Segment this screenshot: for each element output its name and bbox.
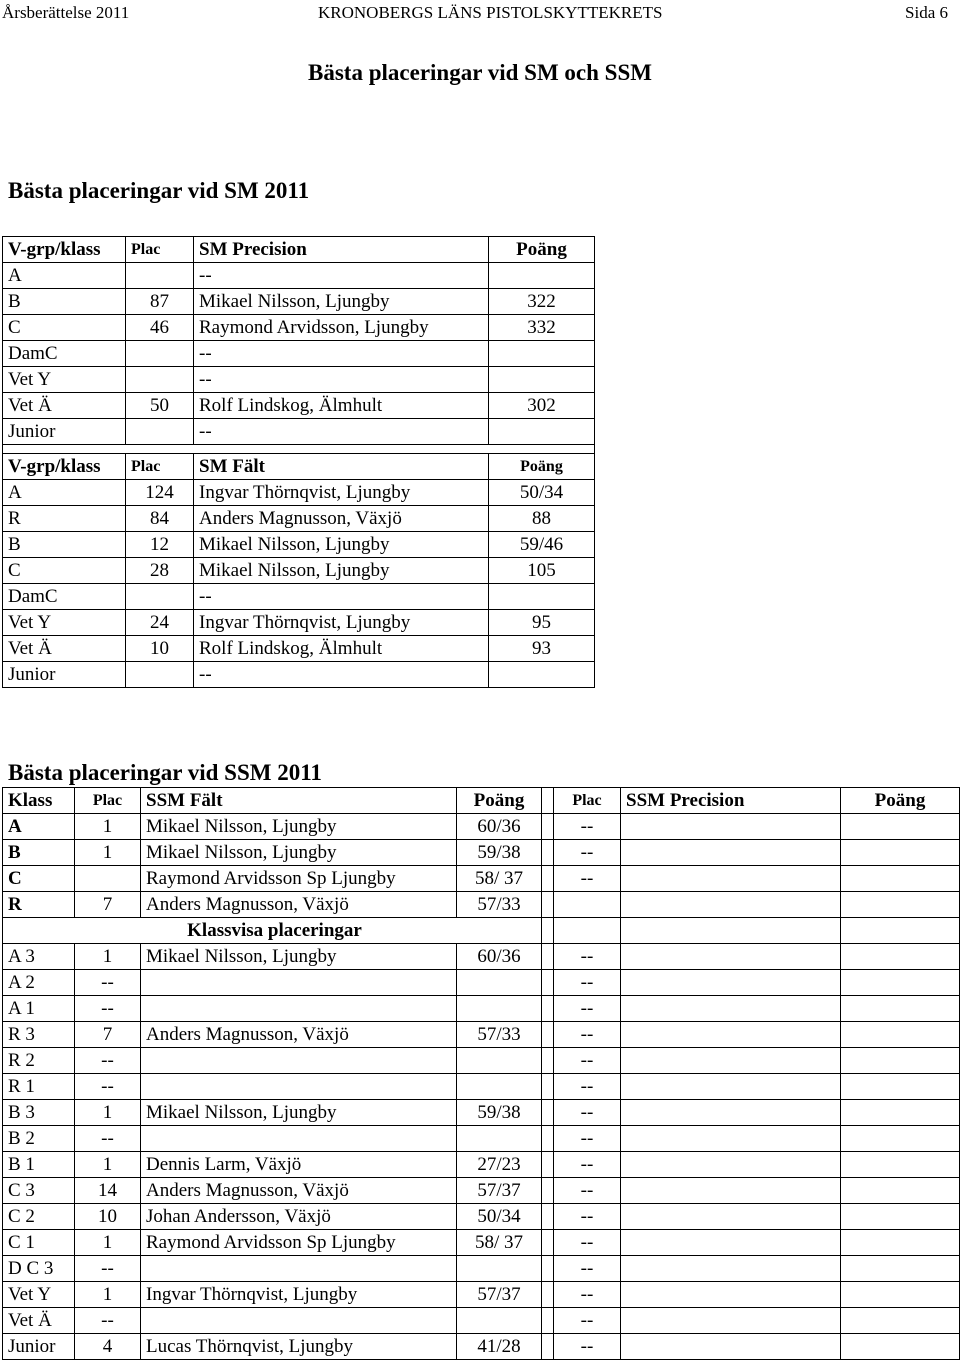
class-cell: A 3 <box>3 944 75 970</box>
plac-cell: -- <box>75 970 141 996</box>
spacer-cell <box>542 1308 554 1334</box>
plac-cell <box>126 341 194 367</box>
shooter-cell: Anders Magnusson, Växjö <box>141 1022 457 1048</box>
class-cell: Vet Ä <box>3 393 126 419</box>
shooter-cell: -- <box>194 419 489 445</box>
class-cell: C <box>3 558 126 584</box>
precision-shooter-cell <box>621 1204 841 1230</box>
table-row <box>3 970 960 996</box>
class-cell: B <box>3 840 75 866</box>
class-cell: A <box>3 814 75 840</box>
shooter-cell: -- <box>194 263 489 289</box>
precision-points-cell <box>841 892 960 918</box>
class-cell: B <box>3 289 126 315</box>
plac-cell: 1 <box>75 1152 141 1178</box>
column-spacer <box>542 788 554 814</box>
plac-cell: -- <box>75 1256 141 1282</box>
shooter-cell <box>141 1074 457 1100</box>
table-row <box>3 1022 960 1048</box>
spacer-cell <box>542 1126 554 1152</box>
plac-cell: 10 <box>126 636 194 662</box>
spacer-cell <box>542 1048 554 1074</box>
precision-points-cell <box>841 1204 960 1230</box>
column-header-falt: SSM Fält <box>141 788 457 814</box>
class-cell: B <box>3 532 126 558</box>
plac-cell: 50 <box>126 393 194 419</box>
shooter-cell: Ingvar Thörnqvist, Ljungby <box>194 480 489 506</box>
sm-header-row <box>3 454 595 480</box>
column-header-class: V-grp/klass <box>3 454 126 480</box>
plac-cell: 1 <box>75 840 141 866</box>
precision-shooter-cell <box>621 1256 841 1282</box>
plac-cell: 24 <box>126 610 194 636</box>
table-row <box>3 480 595 506</box>
precision-points-cell <box>841 1308 960 1334</box>
precision-shooter-cell <box>621 1022 841 1048</box>
class-cell: B 2 <box>3 1126 75 1152</box>
precision-points-cell <box>841 944 960 970</box>
precision-plac-cell: -- <box>554 1152 621 1178</box>
column-header-falt-points: Poäng <box>457 788 542 814</box>
plac-cell: 7 <box>75 1022 141 1048</box>
plac-cell: 1 <box>75 944 141 970</box>
points-cell: 58/ 37 <box>457 866 542 892</box>
plac-cell: 28 <box>126 558 194 584</box>
class-cell: A <box>3 263 126 289</box>
sm-section-title: Bästa placeringar vid SM 2011 <box>8 178 310 203</box>
shooter-cell: Rolf Lindskog, Älmhult <box>194 393 489 419</box>
table-row <box>3 506 595 532</box>
shooter-cell: Mikael Nilsson, Ljungby <box>141 814 457 840</box>
table-row <box>3 1048 960 1074</box>
points-cell: 57/37 <box>457 1282 542 1308</box>
precision-plac-cell: -- <box>554 814 621 840</box>
shooter-cell: Raymond Arvidsson, Ljungby <box>194 315 489 341</box>
spacer-cell <box>542 1100 554 1126</box>
table-row <box>3 341 595 367</box>
points-cell: 57/33 <box>457 1022 542 1048</box>
table-row <box>3 558 595 584</box>
class-cell: R <box>3 892 75 918</box>
points-cell <box>489 367 595 393</box>
spacer-cell <box>542 866 554 892</box>
precision-plac-cell: -- <box>554 866 621 892</box>
points-cell: 302 <box>489 393 595 419</box>
shooter-cell <box>141 970 457 996</box>
plac-cell: 1 <box>75 1282 141 1308</box>
plac-cell: 1 <box>75 814 141 840</box>
shooter-cell: Mikael Nilsson, Ljungby <box>141 944 457 970</box>
table-row <box>3 393 595 419</box>
table-row <box>3 532 595 558</box>
precision-plac-cell: -- <box>554 1178 621 1204</box>
precision-plac-cell <box>554 918 621 944</box>
table-spacer-row <box>3 445 595 454</box>
points-cell <box>457 996 542 1022</box>
plac-cell: 14 <box>75 1178 141 1204</box>
table-row <box>3 636 595 662</box>
plac-cell <box>75 866 141 892</box>
class-cell: Vet Y <box>3 610 126 636</box>
points-cell <box>489 341 595 367</box>
class-cell: B 3 <box>3 1100 75 1126</box>
precision-points-cell <box>841 1178 960 1204</box>
spacer-cell <box>542 1282 554 1308</box>
spacer-cell <box>542 996 554 1022</box>
precision-points-cell <box>841 1256 960 1282</box>
precision-shooter-cell <box>621 814 841 840</box>
plac-cell: 46 <box>126 315 194 341</box>
precision-plac-cell: -- <box>554 1022 621 1048</box>
shooter-cell: Johan Andersson, Växjö <box>141 1204 457 1230</box>
class-cell: C <box>3 866 75 892</box>
class-cell: Vet Y <box>3 1282 75 1308</box>
shooter-cell: Anders Magnusson, Växjö <box>194 506 489 532</box>
precision-plac-cell: -- <box>554 1100 621 1126</box>
class-cell: C 1 <box>3 1230 75 1256</box>
column-header-class: Klass <box>3 788 75 814</box>
shooter-cell: Dennis Larm, Växjö <box>141 1152 457 1178</box>
precision-shooter-cell <box>621 1308 841 1334</box>
table-row <box>3 610 595 636</box>
precision-points-cell <box>841 1334 960 1360</box>
spacer-cell <box>542 1230 554 1256</box>
class-cell: DamC <box>3 584 126 610</box>
class-cell: Junior <box>3 419 126 445</box>
spacer-cell <box>542 892 554 918</box>
precision-plac-cell: -- <box>554 1074 621 1100</box>
spacer-cell <box>542 1152 554 1178</box>
points-cell: 57/37 <box>457 1178 542 1204</box>
column-header-class: V-grp/klass <box>3 237 126 263</box>
precision-shooter-cell <box>621 866 841 892</box>
table-row <box>3 1256 960 1282</box>
precision-points-cell <box>841 1100 960 1126</box>
header-organization: KRONOBERGS LÄNS PISTOLSKYTTEKRETS <box>318 3 663 22</box>
shooter-cell <box>141 1308 457 1334</box>
klassvisa-label: Klassvisa placeringar <box>3 918 542 944</box>
points-cell: 41/28 <box>457 1334 542 1360</box>
spacer-cell <box>542 918 554 944</box>
points-cell: 27/23 <box>457 1152 542 1178</box>
klassvisa-row <box>3 918 960 944</box>
class-cell: R 1 <box>3 1074 75 1100</box>
points-cell <box>457 1126 542 1152</box>
shooter-cell: Raymond Arvidsson Sp Ljungby <box>141 1230 457 1256</box>
shooter-cell: Mikael Nilsson, Ljungby <box>194 289 489 315</box>
precision-plac-cell: -- <box>554 970 621 996</box>
points-cell <box>457 1074 542 1100</box>
plac-cell: -- <box>75 1126 141 1152</box>
table-row <box>3 1100 960 1126</box>
precision-shooter-cell <box>621 892 841 918</box>
table-row <box>3 1230 960 1256</box>
precision-points-cell <box>841 996 960 1022</box>
plac-cell: 124 <box>126 480 194 506</box>
header-report-title: Årsberättelse 2011 <box>2 3 130 22</box>
table-row <box>3 996 960 1022</box>
shooter-cell: Mikael Nilsson, Ljungby <box>194 532 489 558</box>
precision-points-cell <box>841 1126 960 1152</box>
precision-points-cell <box>841 814 960 840</box>
precision-shooter-cell <box>621 1048 841 1074</box>
precision-shooter-cell <box>621 918 841 944</box>
plac-cell: 4 <box>75 1334 141 1360</box>
table-row <box>3 315 595 341</box>
precision-shooter-cell <box>621 970 841 996</box>
table-row <box>3 814 960 840</box>
precision-points-cell <box>841 1048 960 1074</box>
precision-shooter-cell <box>621 1282 841 1308</box>
class-cell: D C 3 <box>3 1256 75 1282</box>
precision-shooter-cell <box>621 1100 841 1126</box>
shooter-cell: -- <box>194 367 489 393</box>
class-cell: Junior <box>3 662 126 688</box>
precision-shooter-cell <box>621 996 841 1022</box>
table-row <box>3 1308 960 1334</box>
plac-cell: 1 <box>75 1230 141 1256</box>
points-cell: 60/36 <box>457 814 542 840</box>
points-cell: 93 <box>489 636 595 662</box>
points-cell <box>457 1048 542 1074</box>
points-cell: 60/36 <box>457 944 542 970</box>
table-row <box>3 1334 960 1360</box>
points-cell <box>457 1256 542 1282</box>
shooter-cell <box>141 1048 457 1074</box>
points-cell: 59/46 <box>489 532 595 558</box>
sm-results-table <box>2 236 595 688</box>
precision-points-cell <box>841 866 960 892</box>
class-cell: C 3 <box>3 1178 75 1204</box>
spacer-cell <box>542 970 554 996</box>
class-cell: C 2 <box>3 1204 75 1230</box>
precision-points-cell <box>841 970 960 996</box>
table-row <box>3 1074 960 1100</box>
class-cell: A 2 <box>3 970 75 996</box>
precision-plac-cell: -- <box>554 1334 621 1360</box>
points-cell: 322 <box>489 289 595 315</box>
plac-cell: 84 <box>126 506 194 532</box>
table-row <box>3 892 960 918</box>
class-cell: R 2 <box>3 1048 75 1074</box>
precision-shooter-cell <box>621 1074 841 1100</box>
table-row <box>3 1126 960 1152</box>
table-row <box>3 289 595 315</box>
class-cell: DamC <box>3 341 126 367</box>
points-cell <box>489 263 595 289</box>
plac-cell: -- <box>75 996 141 1022</box>
shooter-cell: Mikael Nilsson, Ljungby <box>194 558 489 584</box>
column-header-plac: Plac <box>75 788 141 814</box>
class-cell: R <box>3 506 126 532</box>
plac-cell <box>126 263 194 289</box>
precision-plac-cell: -- <box>554 1256 621 1282</box>
plac-cell: 1 <box>75 1100 141 1126</box>
points-cell: 50/34 <box>489 480 595 506</box>
shooter-cell <box>141 996 457 1022</box>
plac-cell <box>126 662 194 688</box>
table-row <box>3 866 960 892</box>
table-row <box>3 1152 960 1178</box>
sm-header-row <box>3 237 595 263</box>
shooter-cell: -- <box>194 662 489 688</box>
precision-shooter-cell <box>621 944 841 970</box>
precision-points-cell <box>841 1022 960 1048</box>
ssm-header-row <box>3 788 960 814</box>
page-header <box>0 0 960 28</box>
points-cell <box>457 1308 542 1334</box>
precision-shooter-cell <box>621 840 841 866</box>
plac-cell <box>126 419 194 445</box>
points-cell: 59/38 <box>457 1100 542 1126</box>
table-row <box>3 1178 960 1204</box>
spacer-cell <box>542 1178 554 1204</box>
points-cell <box>489 419 595 445</box>
table-row <box>3 263 595 289</box>
precision-plac-cell: -- <box>554 944 621 970</box>
precision-plac-cell: -- <box>554 840 621 866</box>
class-cell: Junior <box>3 1334 75 1360</box>
class-cell: C <box>3 315 126 341</box>
precision-points-cell <box>841 1152 960 1178</box>
precision-shooter-cell <box>621 1230 841 1256</box>
precision-points-cell <box>841 840 960 866</box>
shooter-cell: -- <box>194 341 489 367</box>
points-cell: 88 <box>489 506 595 532</box>
spacer-cell <box>542 1256 554 1282</box>
precision-shooter-cell <box>621 1152 841 1178</box>
column-header-event: SM Precision <box>194 237 489 263</box>
plac-cell <box>126 584 194 610</box>
class-cell: B 1 <box>3 1152 75 1178</box>
plac-cell: 10 <box>75 1204 141 1230</box>
table-row <box>3 419 595 445</box>
points-cell <box>457 970 542 996</box>
precision-plac-cell: -- <box>554 996 621 1022</box>
precision-plac-cell: -- <box>554 1126 621 1152</box>
spacer-cell <box>3 445 595 454</box>
ssm-section-title: Bästa placeringar vid SSM 2011 <box>8 760 322 785</box>
plac-cell: 87 <box>126 289 194 315</box>
shooter-cell: Mikael Nilsson, Ljungby <box>141 840 457 866</box>
points-cell: 105 <box>489 558 595 584</box>
precision-points-cell <box>841 1074 960 1100</box>
shooter-cell <box>141 1126 457 1152</box>
column-header-precision: SSM Precision <box>621 788 841 814</box>
precision-plac-cell: -- <box>554 1308 621 1334</box>
precision-shooter-cell <box>621 1126 841 1152</box>
column-header-points: Poäng <box>489 454 595 480</box>
header-page-number: Sida 6 <box>905 3 948 22</box>
precision-plac-cell <box>554 892 621 918</box>
shooter-cell: Rolf Lindskog, Älmhult <box>194 636 489 662</box>
shooter-cell: -- <box>194 584 489 610</box>
column-header-precision-plac: Plac <box>554 788 621 814</box>
precision-plac-cell: -- <box>554 1204 621 1230</box>
table-row <box>3 840 960 866</box>
points-cell: 50/34 <box>457 1204 542 1230</box>
precision-points-cell <box>841 1282 960 1308</box>
shooter-cell: Lucas Thörnqvist, Ljungby <box>141 1334 457 1360</box>
table-row <box>3 944 960 970</box>
points-cell: 332 <box>489 315 595 341</box>
column-header-points: Poäng <box>489 237 595 263</box>
class-cell: Vet Ä <box>3 636 126 662</box>
precision-shooter-cell <box>621 1334 841 1360</box>
table-row <box>3 584 595 610</box>
precision-points-cell <box>841 918 960 944</box>
spacer-cell <box>542 1334 554 1360</box>
plac-cell: -- <box>75 1048 141 1074</box>
spacer-cell <box>542 840 554 866</box>
plac-cell: 7 <box>75 892 141 918</box>
spacer-cell <box>542 1074 554 1100</box>
plac-cell: -- <box>75 1308 141 1334</box>
shooter-cell <box>141 1256 457 1282</box>
precision-shooter-cell <box>621 1178 841 1204</box>
class-cell: R 3 <box>3 1022 75 1048</box>
plac-cell: -- <box>75 1074 141 1100</box>
class-cell: A 1 <box>3 996 75 1022</box>
points-cell <box>489 662 595 688</box>
column-header-plac: Plac <box>126 454 194 480</box>
precision-plac-cell: -- <box>554 1230 621 1256</box>
class-cell: Vet Y <box>3 367 126 393</box>
spacer-cell <box>542 944 554 970</box>
column-header-event: SM Fält <box>194 454 489 480</box>
column-header-plac: Plac <box>126 237 194 263</box>
shooter-cell: Anders Magnusson, Växjö <box>141 892 457 918</box>
table-row <box>3 662 595 688</box>
class-cell: Vet Ä <box>3 1308 75 1334</box>
ssm-results-table <box>2 787 960 1360</box>
points-cell: 95 <box>489 610 595 636</box>
points-cell <box>489 584 595 610</box>
shooter-cell: Anders Magnusson, Växjö <box>141 1178 457 1204</box>
points-cell: 59/38 <box>457 840 542 866</box>
table-row <box>3 1204 960 1230</box>
class-cell: A <box>3 480 126 506</box>
precision-plac-cell: -- <box>554 1282 621 1308</box>
spacer-cell <box>542 1022 554 1048</box>
precision-points-cell <box>841 1230 960 1256</box>
shooter-cell: Ingvar Thörnqvist, Ljungby <box>141 1282 457 1308</box>
spacer-cell <box>542 1204 554 1230</box>
spacer-cell <box>542 814 554 840</box>
table-row <box>3 1282 960 1308</box>
shooter-cell: Mikael Nilsson, Ljungby <box>141 1100 457 1126</box>
precision-plac-cell: -- <box>554 1048 621 1074</box>
table-row <box>3 367 595 393</box>
shooter-cell: Raymond Arvidsson Sp Ljungby <box>141 866 457 892</box>
plac-cell: 12 <box>126 532 194 558</box>
column-header-precision-points: Poäng <box>841 788 960 814</box>
page-title: Bästa placeringar vid SM och SSM <box>308 60 652 85</box>
shooter-cell: Ingvar Thörnqvist, Ljungby <box>194 610 489 636</box>
plac-cell <box>126 367 194 393</box>
points-cell: 58/ 37 <box>457 1230 542 1256</box>
points-cell: 57/33 <box>457 892 542 918</box>
